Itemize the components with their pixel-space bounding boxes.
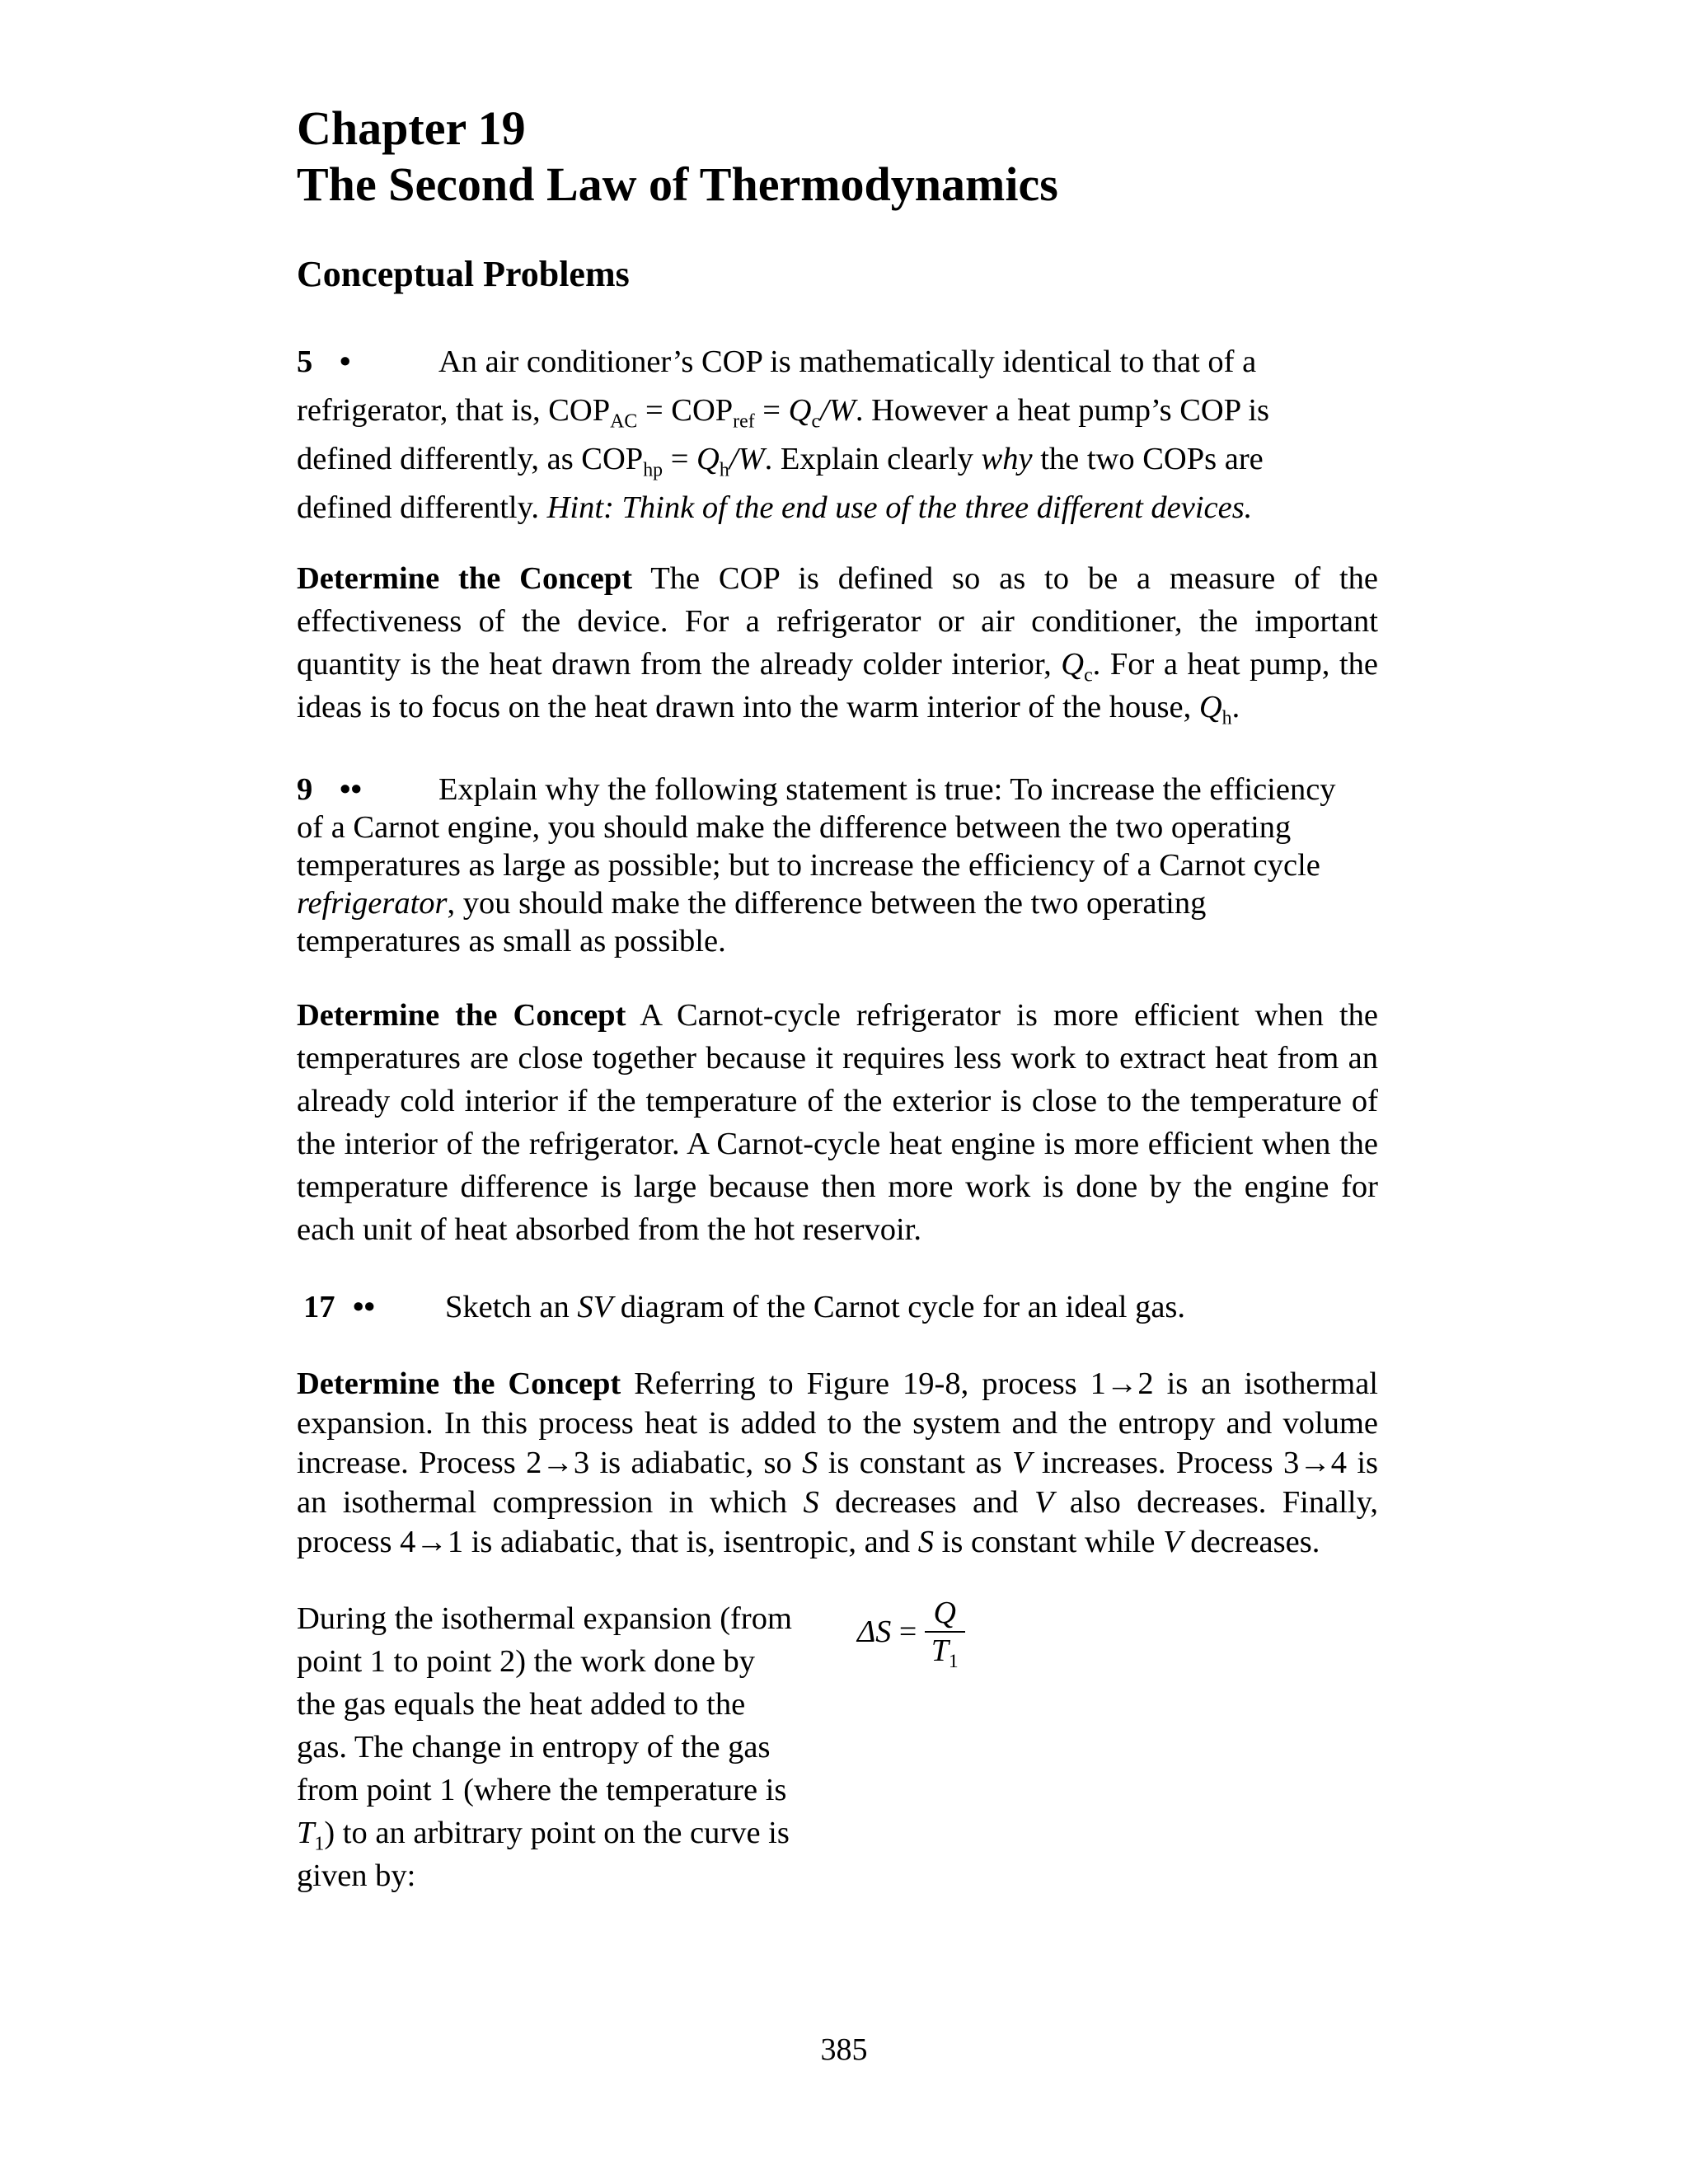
problem-17: 17 •• Sketch an SV diagram of the Carnot cycle for an ideal gas. — [303, 1286, 1385, 1329]
problem-number: 9 — [297, 772, 313, 807]
problem-9: 9 •• Explain why the following statement is true: To increase the efficiency of a Carnot engine, you should make the difference between the two operating temperatures as large as possible; but to increase the efficiency of a Carnot cycle refrigerator, you should make the difference between the two operating temperatures as small as possible. — [297, 772, 1336, 958]
equation-fraction — [925, 1595, 965, 1673]
entropy-equation — [857, 1595, 965, 1673]
answer-9: Determine the Concept A Carnot-cycle refrigerator is more efficient when the temperatures are close together because it requires less work to extract heat from an already cold interior if the temperature of the exterior is close to the temperature of the interior of the refrigerator. A Carnot-cycle heat engine is more efficient when the temperature difference is large because then more work is done by the engine for each unit of heat absorbed from the hot reservoir. — [297, 998, 1378, 1247]
chapter-label: Chapter 19 — [297, 101, 526, 155]
chapter-title: The Second Law of Thermodynamics — [297, 157, 1058, 211]
page-number: 385 — [820, 2032, 868, 2067]
answer-label: Determine the Concept — [297, 998, 626, 1033]
answer-5: Determine the Concept The COP is defined so as to be a measure of the effectiveness of the device. For a refrigerator or air conditioner, the important quantity is the heat drawn from the already colder interior, $Q_c$. For a heat pump, the ideas is to focus on the heat drawn into the warm interior of the house, $Q_h$. — [297, 561, 1378, 729]
equation-numerator: Q — [925, 1595, 965, 1633]
difficulty-bullets: • — [340, 344, 351, 379]
difficulty-bullets: •• — [340, 772, 362, 807]
problem-number: 17 — [303, 1290, 335, 1324]
section-title: Conceptual Problems — [297, 254, 630, 294]
difficulty-bullets: •• — [353, 1290, 375, 1324]
answer-label: Determine the Concept — [297, 561, 633, 596]
problem-number: 5 — [297, 344, 313, 379]
problem-5: 5 • An air conditioner’s COP is mathematically identical to that of a refrigerator, that is, $COP_{AC} = COP_{ref} = Q_c/W$. However a heat pump’s COP is defined differently, as $COP_{hp} = Q_h/W$. Explain clearly why the two COPs are defined differently. Hint: Think of the end use of the three different devices. — [297, 338, 1378, 532]
answer-17: Determine the Concept Referring to Figure 19-8, process 1→2 is an isothermal expansion. In this process heat is added to the system and the entropy and volume increase. Process 2→3 is adiabatic, so S is constant as V increases. Process 3→4 is an isothermal compression in which S decreases and V also decreases. Finally, process 4→1 is adiabatic, that is, isentropic, and S is constant while V decreases. — [297, 1366, 1379, 1559]
isothermal-paragraph: During the isothermal expansion (from point 1 to point 2) the work done by the gas equals the heat added to the gas. The change in entropy of the gas from point 1 (where the temperature is $T_1$) to an arbitrary point on the curve is given by: — [297, 1601, 792, 1893]
equation-lhs: ΔS — [857, 1615, 892, 1649]
equation-denominator: $T_1$ — [931, 1633, 959, 1673]
answer-label: Determine the Concept — [297, 1366, 621, 1401]
equation-equals: = — [891, 1615, 925, 1649]
